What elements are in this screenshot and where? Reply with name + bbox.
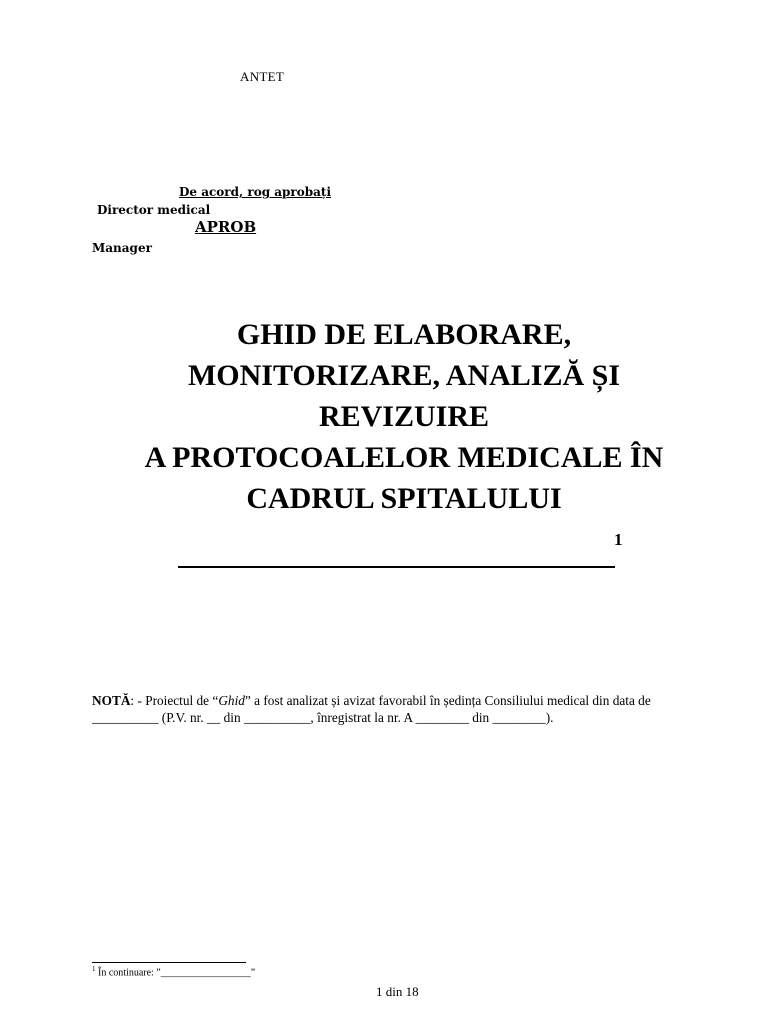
manager-label: Manager (92, 241, 152, 255)
title-line: GHID DE ELABORARE, (236, 318, 572, 351)
note-label: NOTĂ (92, 693, 131, 708)
title-line: A PROTOCOALELOR MEDICALE ÎN (144, 441, 664, 474)
approval-request-text: De acord, rog aprobați (179, 185, 332, 199)
note-text-end: ” a fost analizat și avizat favorabil în ședința Consiliului medical din data de __________ (P.V. nr. __ din __________, înregistrat la nr. A ________ din ________). (92, 693, 651, 725)
page-number: 1 din 18 (376, 984, 419, 999)
title-line: MONITORIZARE, ANALIZĂ ȘI (187, 359, 621, 392)
footnote-separator (92, 962, 246, 963)
aprob-label: APROB (195, 218, 257, 236)
note-ghid-word: Ghid (218, 693, 245, 708)
title-line: REVIZUIRE (318, 400, 490, 433)
title-line: CADRUL SPITALULUI (246, 482, 562, 515)
footnote-text: În continuare: ”__________________” (95, 967, 256, 979)
footnote (92, 965, 255, 978)
hospital-name-blank-line (178, 566, 615, 568)
note-text-start: : - Proiectul de “ (130, 693, 219, 708)
director-medical-label: Director medical (97, 203, 211, 217)
footnote-marker: 1 (92, 965, 96, 973)
footnote-reference: 1 (614, 530, 623, 549)
document-title (90, 314, 718, 519)
note-paragraph (92, 692, 702, 726)
antet-label: ANTET (240, 69, 285, 84)
